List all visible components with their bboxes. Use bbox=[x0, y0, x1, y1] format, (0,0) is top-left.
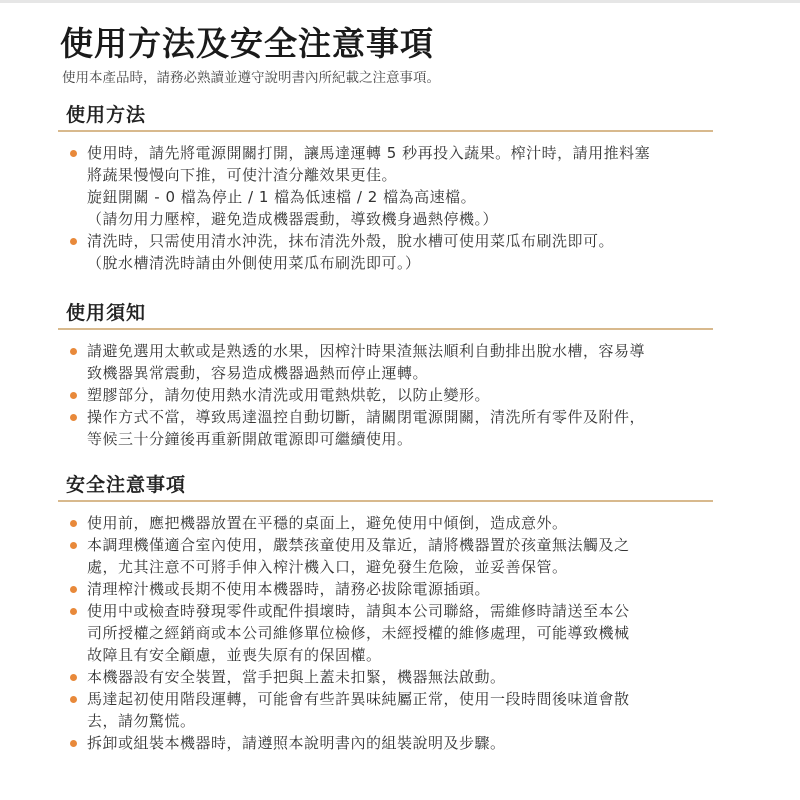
list-item-text: 操作方式不當，導致馬達溫控自動切斷，請關閉電源開關，清洗所有零件及附件， bbox=[87, 408, 646, 426]
bullet-dot-icon bbox=[70, 696, 77, 703]
list-item-text: （請勿用力壓榨，避免造成機器震動，導致機身過熱停機。） bbox=[87, 210, 499, 228]
list-item bbox=[58, 578, 713, 600]
list-item bbox=[58, 732, 713, 754]
bullet-list bbox=[58, 512, 713, 754]
list-item-text: 處，尤其注意不可將手伸入榨汁機入口，避免發生危險，並妥善保管。 bbox=[87, 558, 568, 576]
bullet-dot-icon bbox=[70, 348, 77, 355]
list-item bbox=[58, 142, 713, 230]
bullet-dot-icon bbox=[70, 238, 77, 245]
bullet-dot-icon bbox=[70, 674, 77, 681]
section-safety bbox=[58, 470, 713, 754]
page-title: 使用方法及安全注意事項 bbox=[60, 24, 434, 63]
list-item bbox=[58, 384, 713, 406]
list-item-text: 本調理機僅適合室內使用，嚴禁孩童使用及靠近，請將機器置於孩童無法觸及之 bbox=[87, 536, 630, 554]
section-usage bbox=[58, 100, 713, 274]
list-item-text: 清理榨汁機或長期不使用本機器時，請務必拔除電源插頭。 bbox=[87, 580, 491, 598]
list-item bbox=[58, 666, 713, 688]
bullet-dot-icon bbox=[70, 740, 77, 747]
list-item-text: 將蔬果慢慢向下推，可使汁渣分離效果更佳。 bbox=[87, 166, 398, 184]
section-divider bbox=[58, 130, 713, 132]
list-item bbox=[58, 406, 713, 450]
bullet-list bbox=[58, 340, 713, 450]
list-item-text: 馬達起初使用階段運轉，可能會有些許異味純屬正常，使用一段時間後味道會散 bbox=[87, 690, 630, 708]
list-item bbox=[58, 688, 713, 732]
list-item bbox=[58, 512, 713, 534]
list-item bbox=[58, 600, 713, 666]
list-item-text: 使用前，應把機器放置在平穩的桌面上，避免使用中傾倒，造成意外。 bbox=[87, 514, 568, 532]
section-heading: 使用須知 bbox=[66, 302, 147, 324]
list-item bbox=[58, 534, 713, 578]
list-item-text: 請避免選用太軟或是熟透的水果，因榨汁時果渣無法順利自動排出脫水槽，容易導 bbox=[87, 342, 646, 360]
bullet-dot-icon bbox=[70, 542, 77, 549]
list-item-text: 故障且有安全顧慮，並喪失原有的保固權。 bbox=[87, 646, 382, 664]
section-divider bbox=[58, 500, 713, 502]
list-item bbox=[58, 340, 713, 384]
bullet-dot-icon bbox=[70, 520, 77, 527]
bullet-dot-icon bbox=[70, 392, 77, 399]
list-item-text: 清洗時，只需使用清水沖洗，抹布清洗外殼，脫水槽可使用菜瓜布刷洗即可。 bbox=[87, 232, 615, 250]
section-heading: 安全注意事項 bbox=[66, 474, 187, 496]
bullet-dot-icon bbox=[70, 414, 77, 421]
list-item-text: 本機器設有安全裝置，當手把與上蓋未扣緊，機器無法啟動。 bbox=[87, 668, 506, 686]
section-notes bbox=[58, 298, 713, 450]
bullet-dot-icon bbox=[70, 586, 77, 593]
list-item-text: 塑膠部分，請勿使用熱水清洗或用電熱烘乾，以防止變形。 bbox=[87, 386, 491, 404]
list-item-text: 拆卸或組裝本機器時，請遵照本說明書內的組裝說明及步驟。 bbox=[87, 734, 506, 752]
list-item-text: 致機器異常震動，容易造成機器過熱而停止運轉。 bbox=[87, 364, 429, 382]
list-item-text: 等候三十分鐘後再重新開啟電源即可繼續使用。 bbox=[87, 430, 413, 448]
page-subtitle: 使用本產品時，請務必熟讀並遵守說明書內所紀載之注意事項。 bbox=[62, 70, 440, 86]
bullet-dot-icon bbox=[70, 608, 77, 615]
list-item-text: 使用中或檢查時發現零件或配件損壞時，請與本公司聯絡，需維修時請送至本公 bbox=[87, 602, 630, 620]
top-divider bbox=[0, 0, 800, 3]
bullet-dot-icon bbox=[70, 150, 77, 157]
list-item-text: 司所授權之經銷商或本公司維修單位檢修，未經授權的維修處理，可能導致機械 bbox=[87, 624, 630, 642]
list-item-text: （脫水槽清洗時請由外側使用菜瓜布刷洗即可。） bbox=[87, 254, 421, 272]
list-item bbox=[58, 230, 713, 274]
list-item-text: 去，請勿驚慌。 bbox=[87, 712, 196, 730]
list-item-text: 旋鈕開關 - 0 檔為停止 / 1 檔為低速檔 / 2 檔為高速檔。 bbox=[87, 188, 477, 206]
section-divider bbox=[58, 328, 713, 330]
bullet-list bbox=[58, 142, 713, 274]
section-heading: 使用方法 bbox=[66, 104, 147, 126]
list-item-text: 使用時，請先將電源開關打開，讓馬達運轉 5 秒再投入蔬果。榨汁時，請用推料塞 bbox=[87, 144, 651, 162]
